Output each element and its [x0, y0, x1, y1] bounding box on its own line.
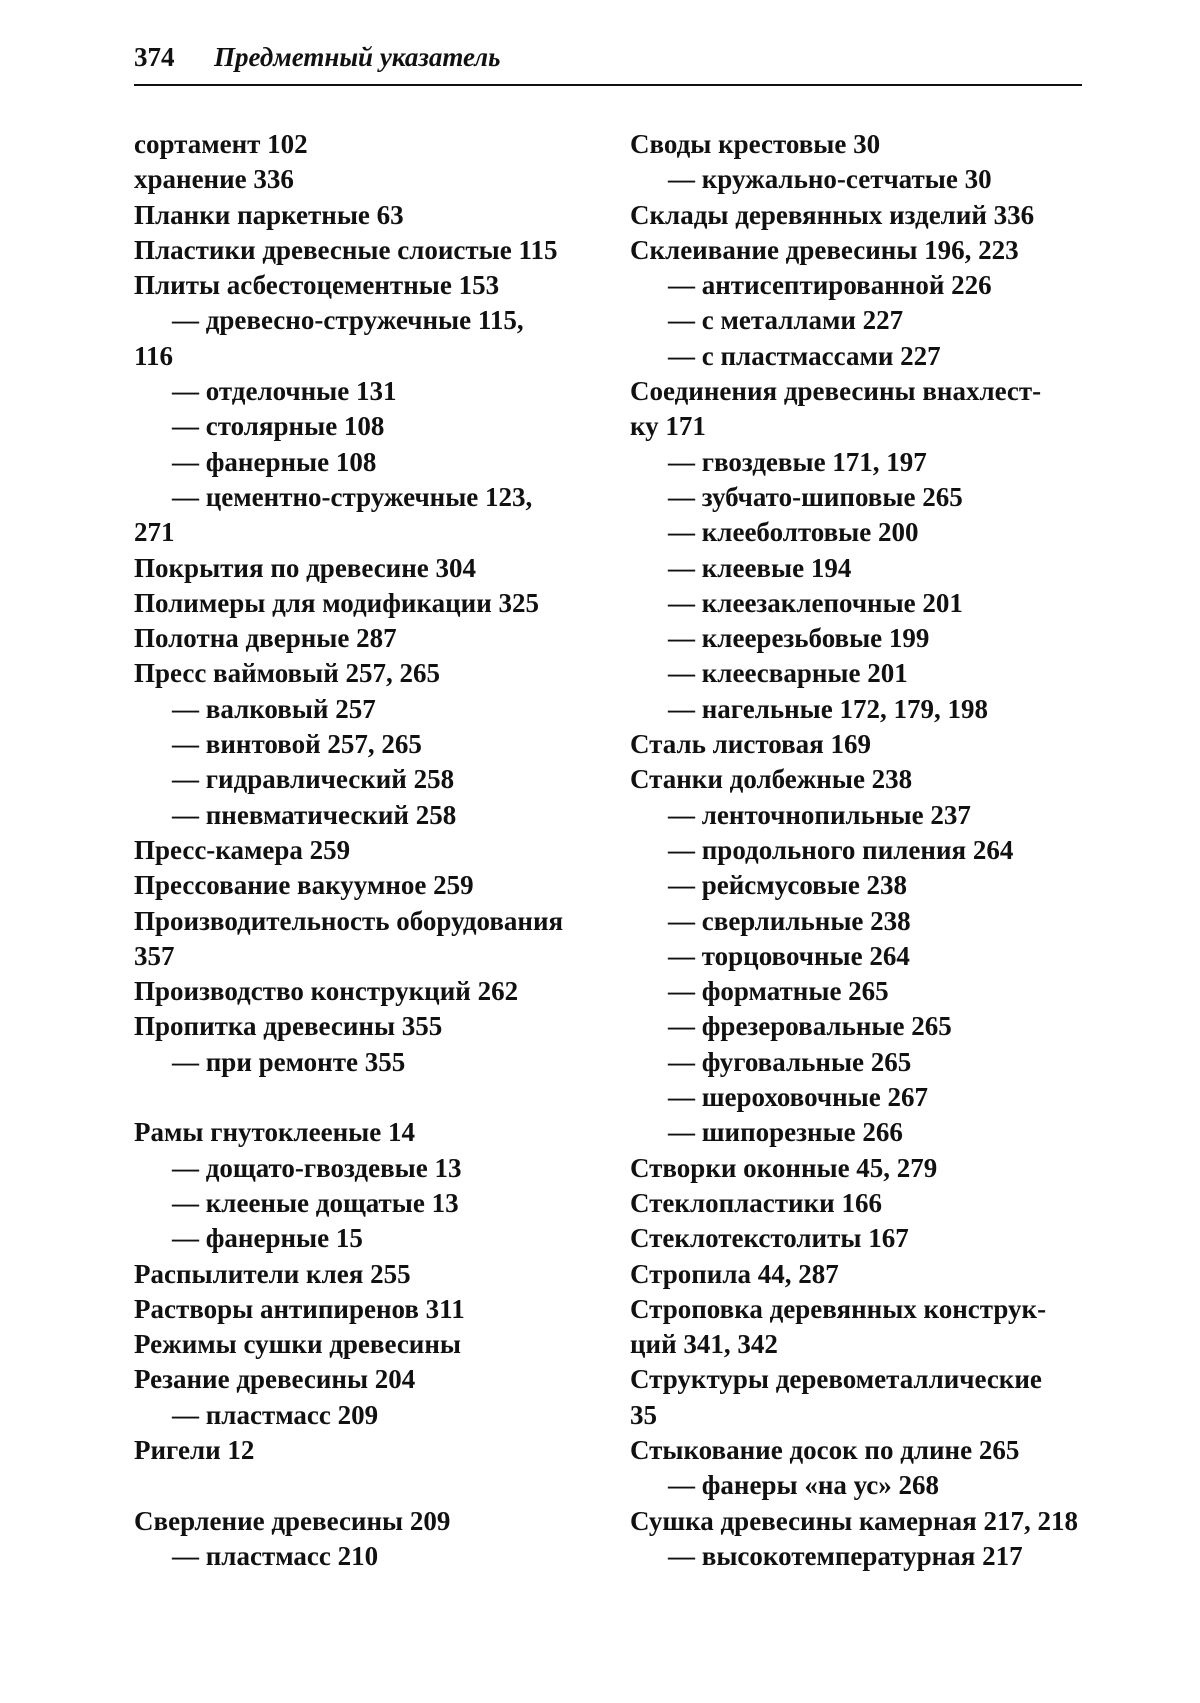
index-entry: Покрытия по древесине 304 [134, 552, 477, 583]
index-spacer [134, 1080, 604, 1115]
index-subentry: — дощато-гвоздевые 13 [172, 1152, 462, 1183]
index-entry: 35 [630, 1399, 657, 1430]
index-subentry: — при ремонте 355 [172, 1046, 406, 1077]
index-entry: Пластики древесные слоистые 115 [134, 234, 558, 265]
index-entry: 271 [134, 517, 175, 548]
index-entry: Плиты асбестоцементные 153 [134, 270, 500, 301]
index-subentry: — фанерные 15 [172, 1223, 363, 1254]
index-entry: Пропитка древесины 355 [134, 1011, 443, 1042]
running-title: Предметный указатель [214, 42, 501, 72]
index-entry: Полотна дверные 287 [134, 623, 397, 654]
index-subentry: — зубчато-шиповые 265 [668, 481, 963, 512]
index-entry: Сверление древесины 209 [134, 1505, 451, 1536]
index-entry: Пресс-камера 259 [134, 834, 351, 865]
index-subentry: — шипорезные 266 [668, 1117, 903, 1148]
index-entry: сортамент 102 [134, 129, 308, 159]
index-entry: Пресс ваймовый 257, 265 [134, 658, 441, 689]
index-entry: Склады деревянных изделий 336 [630, 199, 1035, 230]
index-subentry: — гидравлический 258 [172, 764, 455, 795]
index-entry: 357 [134, 940, 175, 971]
index-entry: ку 171 [630, 411, 706, 442]
index-subentry: — древесно-стружечные 115, [172, 305, 524, 336]
index-subentry: — пневматический 258 [172, 799, 457, 830]
index-subentry: — нагельные 172, 179, 198 [668, 693, 988, 724]
index-entry: Сушка древесины камерная 217, 218 [630, 1505, 1078, 1536]
index-subentry: — антисептированной 226 [668, 270, 992, 301]
index-subentry: — валковый 257 [172, 693, 376, 724]
index-subentry: — кружально-сетчатые 30 [668, 164, 992, 195]
index-entry: Структуры деревометаллические [630, 1364, 1042, 1395]
index-entry: Ригели 12 [134, 1434, 255, 1465]
index-entry: Станки долбежные 238 [630, 764, 913, 795]
index-entry: хранение 336 [134, 164, 294, 195]
index-entry: Распылители клея 255 [134, 1258, 411, 1289]
index-subentry: — винтовой 257, 265 [172, 729, 422, 760]
index-subentry: — фанеры «на ус» 268 [668, 1470, 940, 1501]
index-subentry: — клеезаклепочные 201 [668, 587, 963, 618]
index-subentry: — клееные дощатые 13 [172, 1187, 459, 1218]
index-subentry: — рейсмусовые 238 [668, 870, 908, 901]
index-subentry: — продольного пиления 264 [668, 834, 1014, 865]
index-entry: Склеивание древесины 196, 223 [630, 234, 1019, 265]
index-subentry: — форматные 265 [668, 976, 889, 1007]
index-subentry: — цементно-стружечные 123, [172, 481, 533, 512]
page-header [134, 40, 1082, 84]
index-entry: Стыкование досок по длине 265 [630, 1434, 1020, 1465]
index-subentry: — клеевые 194 [668, 552, 852, 583]
index-subentry: — клеесварные 201 [668, 658, 908, 689]
index-entry: Растворы антипиренов 311 [134, 1293, 465, 1324]
index-entry: Сталь листовая 169 [630, 729, 872, 760]
index-entry: Прессование вакуумное 259 [134, 870, 474, 901]
index-entry: 116 [134, 340, 174, 371]
index-column-left [134, 127, 604, 1574]
header-rule [134, 84, 1082, 86]
index-subentry: — клеерезьбовые 199 [668, 623, 930, 654]
index-entry: Рамы гнутоклееные 14 [134, 1117, 415, 1148]
index-entry: ций 341, 342 [630, 1329, 778, 1360]
index-entry: Соединения древесины внахлест- [630, 376, 1042, 407]
index-entry: Режимы сушки древесины [134, 1329, 461, 1360]
index-subentry: — сверлильные 238 [668, 905, 911, 936]
index-subentry: — столярные 108 [172, 411, 385, 442]
index-entry: Своды крестовые 30 [630, 129, 881, 159]
index-entry: Стропила 44, 287 [630, 1258, 839, 1289]
index-subentry: — ленточнопильные 237 [668, 799, 971, 830]
index-subentry: — отделочные 131 [172, 376, 397, 407]
index-entry: Производительность оборудования [134, 905, 564, 936]
index-subentry: — фуговальные 265 [668, 1046, 912, 1077]
index-entry: Строповка деревянных конструк- [630, 1293, 1047, 1324]
index-subentry: — торцовочные 264 [668, 940, 910, 971]
index-subentry: — пластмасс 209 [172, 1399, 379, 1430]
index-subentry: — с металлами 227 [668, 305, 904, 336]
index-subentry: — высокотемпературная 217 [668, 1540, 1023, 1571]
index-subentry: — пластмасс 210 [172, 1540, 379, 1571]
index-subentry: — клееболтовые 200 [668, 517, 919, 548]
index-subentry: — фрезеровальные 265 [668, 1011, 952, 1042]
index-entry: Стеклопластики 166 [630, 1187, 882, 1218]
index-spacer [134, 1468, 604, 1503]
index-subentry: — фанерные 108 [172, 446, 377, 477]
index-column-right [630, 127, 1085, 1574]
index-subentry: — с пластмассами 227 [668, 340, 941, 371]
page-number: 374 [134, 42, 175, 72]
index-entry: Створки оконные 45, 279 [630, 1152, 938, 1183]
index-entry: Стеклотекстолиты 167 [630, 1223, 909, 1254]
index-entry: Резание древесины 204 [134, 1364, 416, 1395]
index-subentry: — гвоздевые 171, 197 [668, 446, 927, 477]
index-entry: Планки паркетные 63 [134, 199, 404, 230]
index-subentry: — шероховочные 267 [668, 1082, 928, 1113]
index-entry: Производство конструкций 262 [134, 976, 519, 1007]
index-entry: Полимеры для модификации 325 [134, 587, 540, 618]
